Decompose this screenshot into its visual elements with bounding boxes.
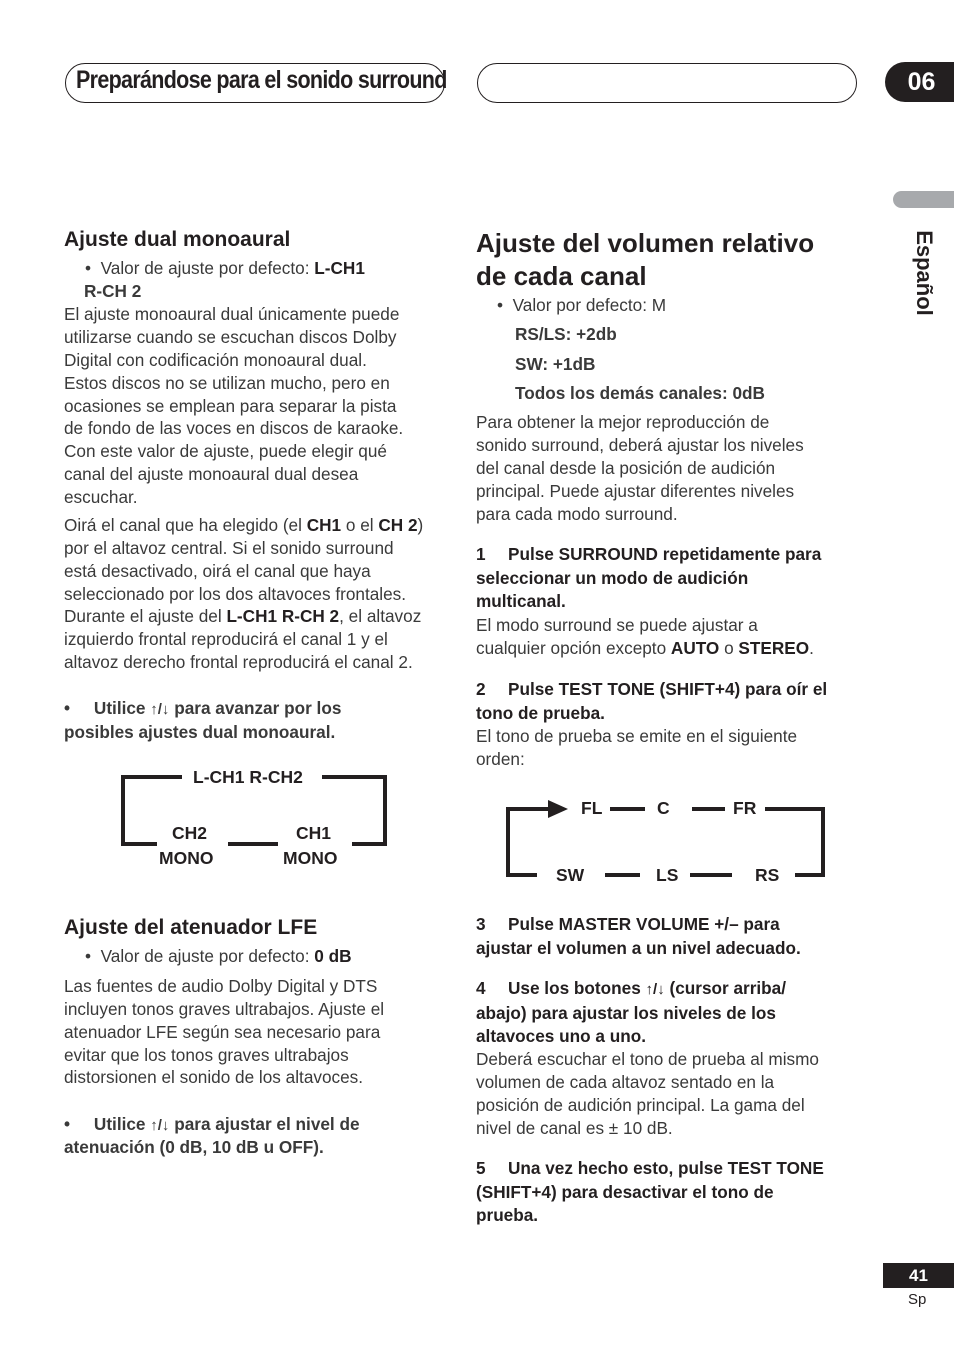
diagram-line-left (508, 809, 550, 875)
bullet: • (85, 258, 101, 278)
text-line: nivel de canal es ± 10 dB. (476, 1118, 673, 1138)
step-4: 4 Use los botones ↑/↓ (cursor arriba/ abajo) para ajustar los niveles de los altavoces uno a uno. (476, 978, 787, 1046)
section-heading-dual-mono: Ajuste dual monoaural (64, 228, 291, 251)
diagram-label-sw: SW (556, 865, 585, 885)
language-tab-marker (893, 191, 954, 208)
text-line: evitar que los tonos graves ultrabajos (64, 1045, 349, 1065)
bullet: • (497, 295, 513, 315)
chapter-number-badge: 06 (885, 62, 954, 102)
diagram-label-ch2: CH2 (172, 823, 208, 843)
text-line: principal. Puede ajustar diferentes niveles (476, 481, 795, 501)
dual-mono-instruction-2: posibles ajustes dual monoaural. (64, 722, 336, 742)
channel-level-default: • Valor por defecto: M (497, 295, 667, 315)
text-line: Oirá el canal que ha elegido (el CH1 o el CH 2) (64, 515, 424, 535)
header-empty-box (477, 63, 857, 103)
diagram-line-top-right (322, 777, 385, 844)
default-sw: SW: +1dB (515, 354, 596, 374)
text-line: sonido surround, deberá ajustar los niveles (476, 435, 804, 455)
diagram-label-ls: LS (656, 865, 679, 885)
text-line: Durante el ajuste del L-CH1 R-CH 2, el altavoz (64, 606, 422, 626)
text-line: seleccionado por los dos altavoces frontales. (64, 584, 407, 604)
text-line: Estos discos no se utilizan mucho, pero en (64, 373, 390, 393)
up-down-arrows-icon: ↑/↓ (150, 701, 170, 718)
text-line: para cada modo surround. (476, 504, 678, 524)
step-number: 5 (476, 1158, 486, 1178)
bullet: • (85, 946, 101, 966)
text-line: canal del ajuste monoaural dual desea (64, 464, 359, 484)
text-line: utilizarse cuando se escuchan discos Dolby (64, 327, 397, 347)
text-line: volumen de cada altavoz sentado en la (476, 1072, 775, 1092)
step-1-body-2: cualquier opción excepto AUTO o STEREO. (476, 638, 814, 658)
chapter-title: Preparándose para el sonido surround (76, 66, 447, 94)
text-line: del canal desde la posición de audición (476, 458, 776, 478)
text-line: Deberá escuchar el tono de prueba al mismo (476, 1049, 819, 1069)
step-number: 4 (476, 978, 486, 998)
lfe-instruction-2: atenuación (0 dB, 10 dB u OFF). (64, 1137, 324, 1157)
text-line: escuchar. (64, 487, 138, 507)
lfe-default: • Valor de ajuste por defecto: 0 dB (85, 946, 352, 966)
diagram-label-rs: RS (755, 865, 780, 885)
text-line: El ajuste monoaural dual únicamente puede (64, 304, 400, 324)
default-rs-ls: RS/LS: +2db (515, 324, 617, 344)
up-down-arrows-icon: ↑/↓ (150, 1117, 170, 1134)
language-tab-label: Español (912, 230, 937, 316)
text-line: ocasiones se emplean para separar la pista (64, 396, 397, 416)
diagram-label-ch1: CH1 (296, 823, 332, 843)
text-line: posición de audición principal. La gama del (476, 1095, 805, 1115)
section-heading-channel-level: Ajuste del volumen relativo de cada canal (476, 228, 815, 291)
dual-mono-default: • Valor de ajuste por defecto: L-CH1 (85, 258, 365, 278)
dual-mono-default-2: R-CH 2 (84, 281, 142, 301)
arrow-right-icon (548, 800, 568, 818)
text-line: atenuador LFE según sea necesario para (64, 1022, 381, 1042)
diagram-label-top: L-CH1 R-CH2 (193, 767, 303, 787)
page-language-code: Sp (908, 1291, 927, 1308)
text-line: está desactivado, oirá el canal que haya (64, 561, 371, 581)
text-line: Para obtener la mejor reproducción de (476, 412, 770, 432)
step-1-body: El modo surround se puede ajustar a (476, 615, 758, 635)
lfe-instruction: • Utilice ↑/↓ para ajustar el nivel de (64, 1114, 360, 1134)
text-line: altavoz derecho frontal reproducirá el canal 2. (64, 652, 413, 672)
text-line: distorsionen el sonido de los altavoces. (64, 1067, 364, 1087)
step-2: 2 Pulse TEST TONE (SHIFT+4) para oír el tono de prueba. (476, 679, 828, 723)
text-line: Con este valor de ajuste, puede elegir qué (64, 441, 387, 461)
step-3: 3 Pulse MASTER VOLUME +/– para ajustar el volumen a un nivel adecuado. (476, 914, 801, 958)
section-heading-lfe: Ajuste del atenuador LFE (64, 916, 318, 939)
step-2-body: El tono de prueba se emite en el siguiente (476, 726, 798, 746)
step-number: 2 (476, 679, 486, 699)
text-line: de fondo de las voces en discos de karaoke. (64, 418, 404, 438)
text-line: Las fuentes de audio Dolby Digital y DTS (64, 976, 378, 996)
text-line: por el altavoz central. Si el sonido surround (64, 538, 394, 558)
step-1: 1 Pulse SURROUND repetidamente para seleccionar un modo de audición multicanal. (476, 544, 822, 611)
diagram-label-fl: FL (581, 798, 603, 818)
bullet: • (64, 698, 94, 718)
chapter-title-box (65, 63, 445, 103)
diagram-label-ch2-mono: MONO (159, 848, 214, 868)
step-number: 3 (476, 914, 486, 934)
dual-mono-instruction: • Utilice ↑/↓ para avanzar por los (64, 698, 342, 718)
text-line: Digital con codificación monoaural dual. (64, 350, 367, 370)
diagram-label-fr: FR (733, 798, 757, 818)
text-line: incluyen tonos graves ultrabajos. Ajuste el (64, 999, 385, 1019)
step-number: 1 (476, 544, 486, 564)
up-down-arrows-icon: ↑/↓ (645, 981, 665, 998)
bullet: • (64, 1114, 94, 1134)
page-number: 41 (883, 1263, 954, 1288)
text-line: izquierdo frontal reproducirá el canal 1 y el (64, 629, 388, 649)
diagram-label-ch1-mono: MONO (283, 848, 338, 868)
step-5: 5 Una vez hecho esto, pulse TEST TONE (SHIFT+4) para desactivar el tono de prueba. (476, 1158, 824, 1225)
diagram-label-c: C (657, 798, 670, 818)
step-2-body-2: orden: (476, 749, 525, 769)
default-other: Todos los demás canales: 0dB (515, 383, 765, 403)
